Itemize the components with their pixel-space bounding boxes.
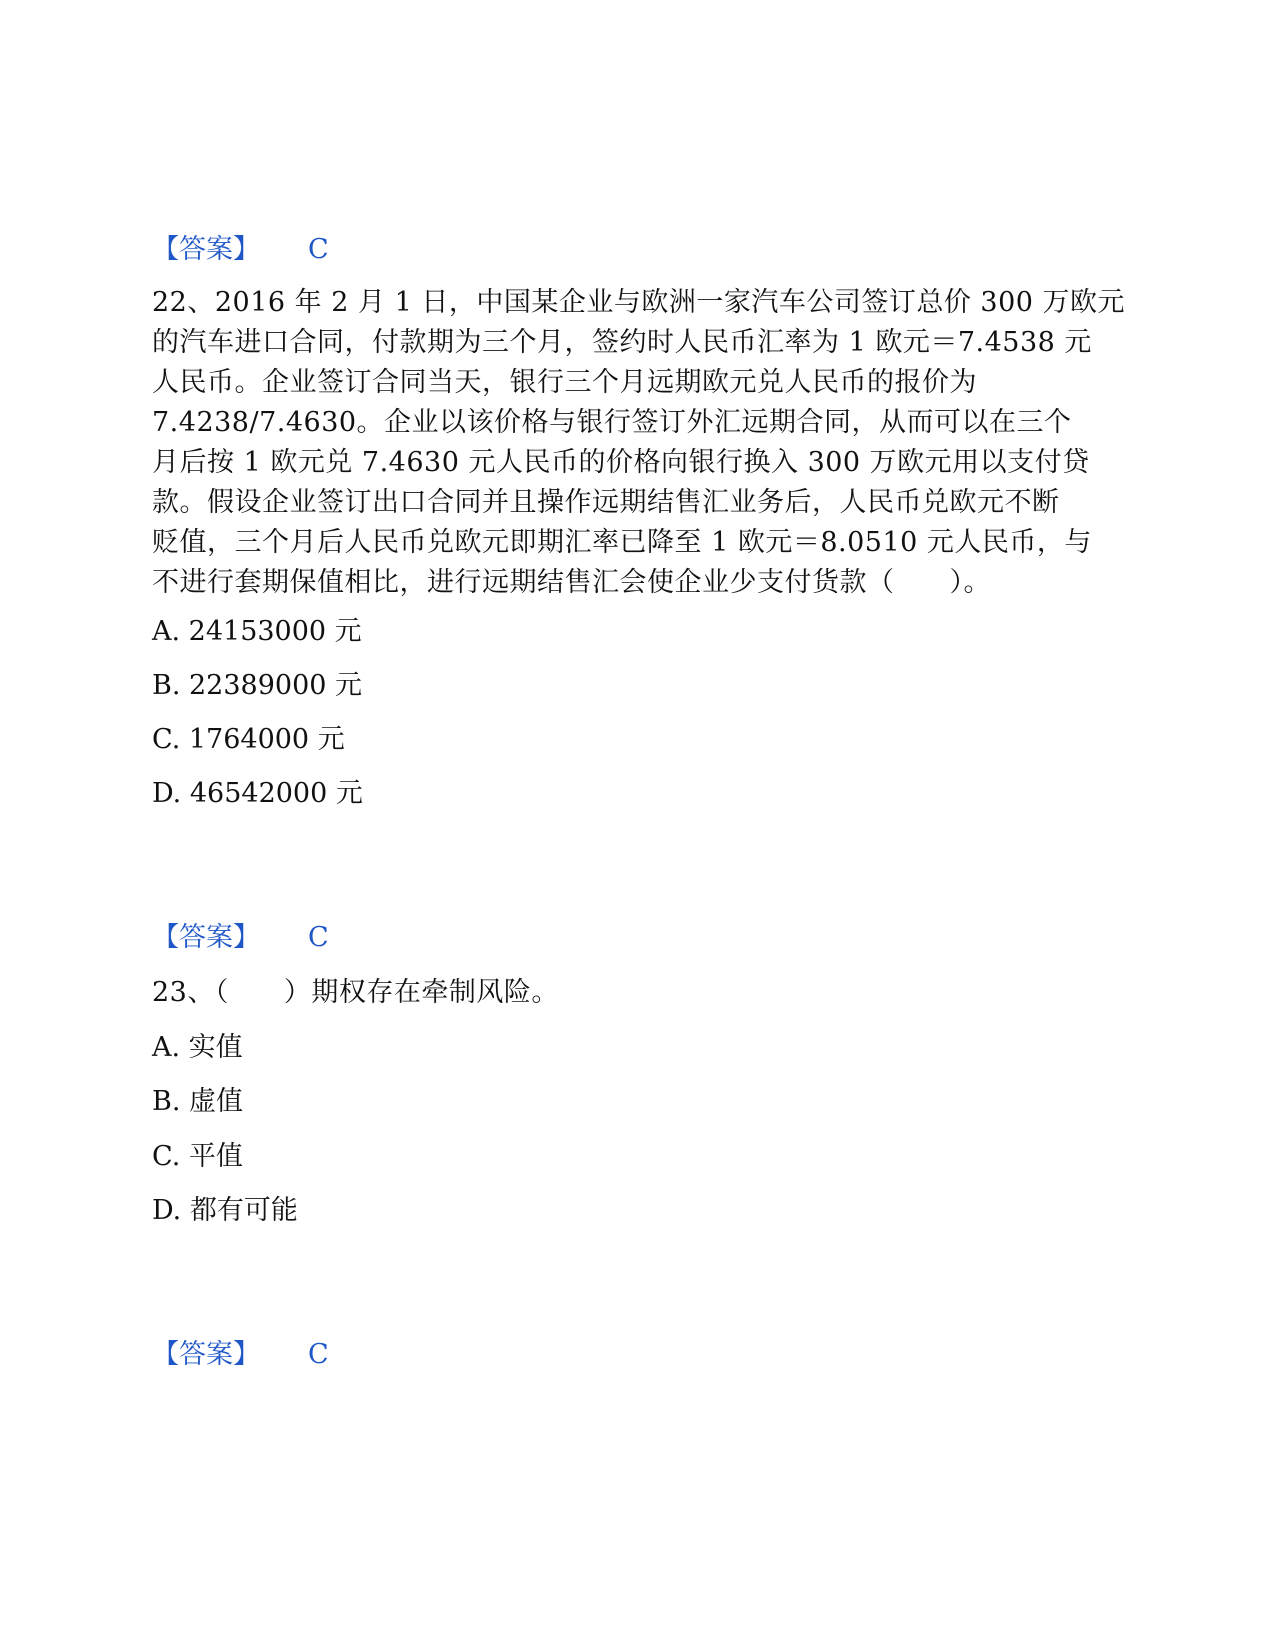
option-b: B. 虚值	[152, 1086, 244, 1117]
answer-row-23	[152, 1335, 1127, 1375]
option-a: A. 实值	[152, 1032, 243, 1063]
option-d: D. 都有可能	[152, 1195, 298, 1226]
answer-value: C	[308, 922, 329, 953]
question-line: 人民币。企业签订合同当天，银行三个月远期欧元兑人民币的报价为	[152, 367, 977, 398]
option-c: C. 1764000 元	[152, 724, 345, 755]
question-line: 的汽车进口合同，付款期为三个月，签约时人民币汇率为 1 欧元＝7.4538 元	[152, 327, 1092, 358]
answer-label: 【答案】	[152, 1339, 260, 1370]
question-line: 不进行套期保值相比，进行远期结售汇会使企业少支付货款（ ）。	[152, 567, 991, 598]
option-a: A. 24153000 元	[152, 616, 362, 647]
answer-row-22	[152, 918, 1127, 958]
question-line: 款。假设企业签订出口合同并且操作远期结售汇业务后，人民币兑欧元不断	[152, 487, 1060, 518]
answer-value: C	[308, 234, 329, 265]
question-23-text: 23、（ ）期权存在牵制风险。	[152, 977, 559, 1008]
answer-label: 【答案】	[152, 234, 260, 265]
option-b: B. 22389000 元	[152, 670, 363, 701]
question-line: 贬值，三个月后人民币兑欧元即期汇率已降至 1 欧元＝8.0510 元人民币，与	[152, 527, 1092, 558]
option-d: D. 46542000 元	[152, 778, 363, 809]
answer-row-21	[152, 230, 1127, 270]
question-line: 22、2016 年 2 月 1 日，中国某企业与欧洲一家汽车公司签订总价 300 万欧元	[152, 287, 1126, 318]
question-line: 月后按 1 欧元兑 7.4630 元人民币的价格向银行换入 300 万欧元用以支付贷	[152, 447, 1090, 478]
question-line: 7.4238/7.4630。企业以该价格与银行签订外汇远期合同，从而可以在三个	[152, 407, 1072, 438]
answer-label: 【答案】	[152, 922, 260, 953]
option-c: C. 平值	[152, 1141, 243, 1172]
answer-value: C	[308, 1339, 329, 1370]
question-22-text	[152, 283, 1127, 603]
